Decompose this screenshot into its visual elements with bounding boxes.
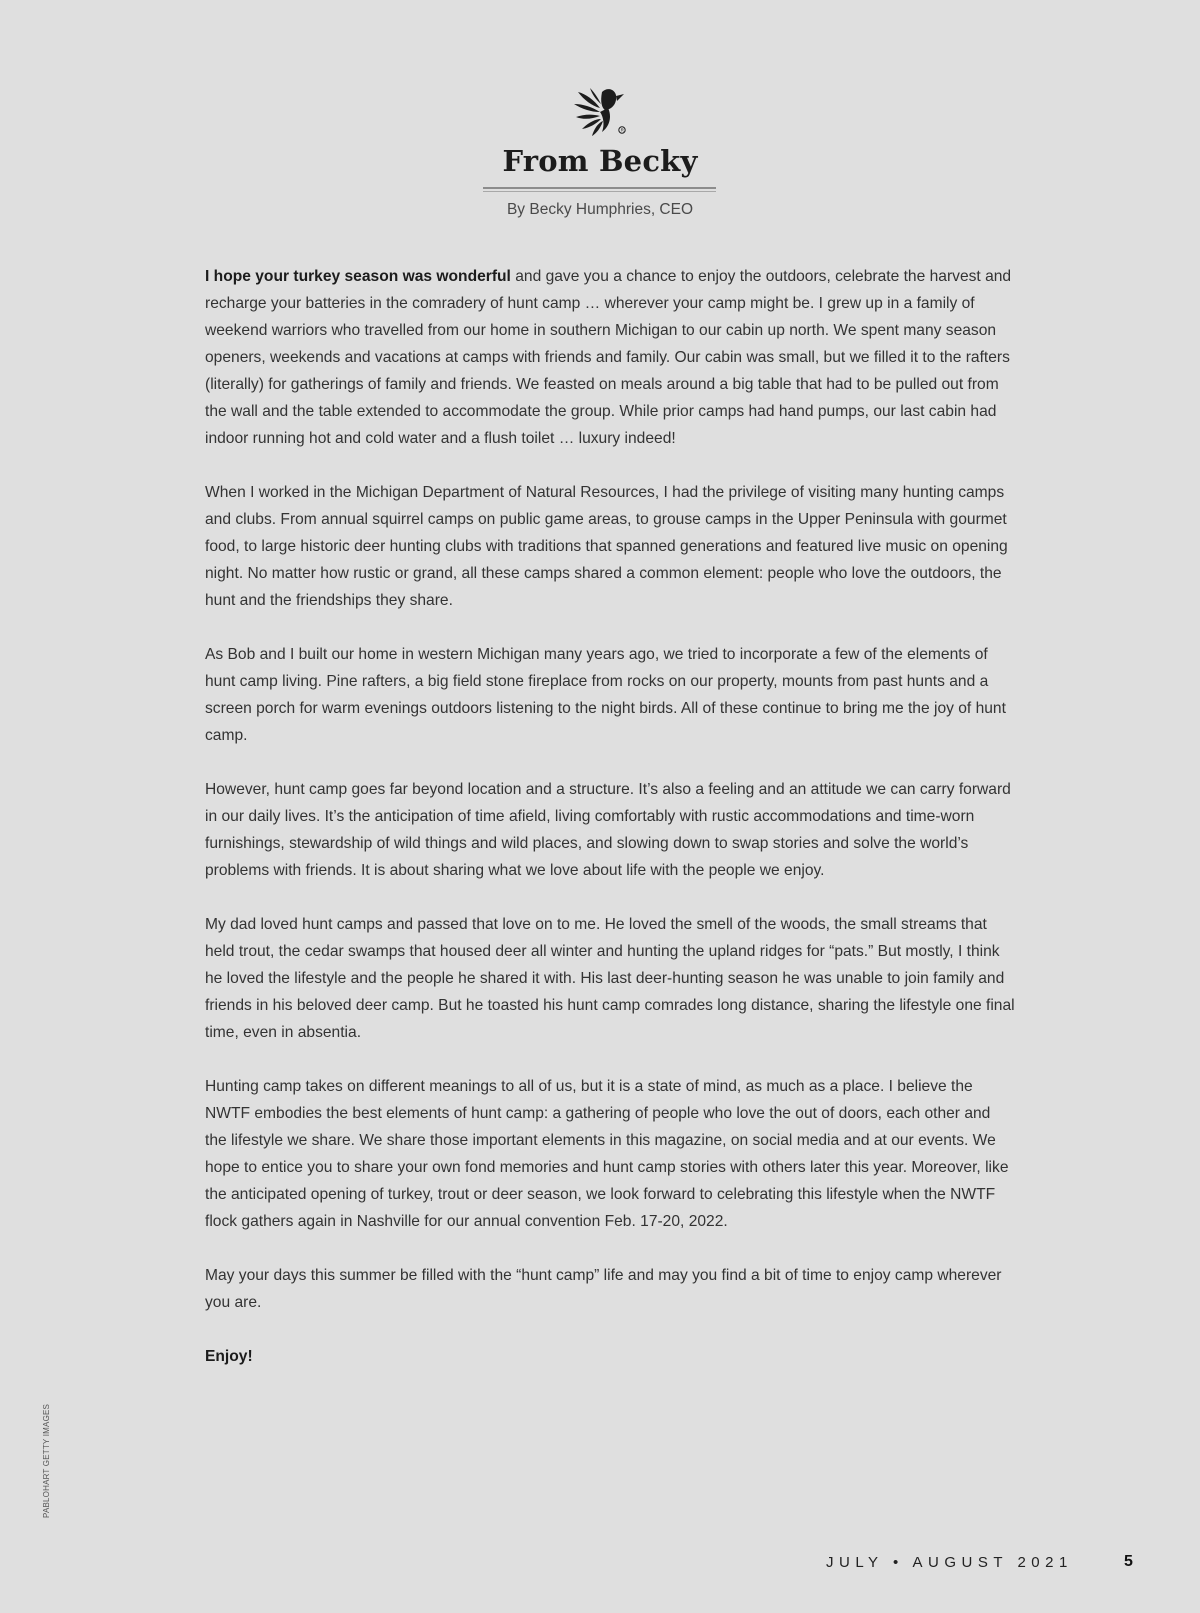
paragraph-1 — [205, 263, 1015, 452]
paragraph-3: As Bob and I built our home in western Michigan many years ago, we tried to incorporate a few of the elements of hunt camp living. Pine rafters, a big field stone fireplace from rocks on our property, mounts from past hunts and a screen porch for warm evenings outdoors listening to the night birds. All of these continue to bring me the joy of hunt camp. — [205, 646, 1006, 744]
paragraph-2: When I worked in the Michigan Department of Natural Resources, I had the privilege of visiting many hunting camps and clubs. From annual squirrel camps on public game areas, to grouse camps in the Upper Peninsula with gourmet food, to large historic deer hunting clubs with traditions that spanned generations and featured live music on opening night. No matter how rustic or grand, all these camps shared a common element: people who love the outdoors, the hunt and the friendships they share. — [205, 484, 1008, 609]
title-underline-thin — [483, 191, 716, 192]
byline: By Becky Humphries, CEO — [506, 201, 694, 218]
paragraph-6: Hunting camp takes on different meanings to all of us, but it is a state of mind, as much as a place. I believe the NWTF embodies the best elements of hunt camp: a gathering of people who love the out of doors, each other and the lifestyle we share. We share those important elements in this magazine, on social media and at our events. We hope to entice you to share your own fond memories and hunt camp stories with others later this year. Moreover, like the anticipated opening of turkey, trout or deer season, we look forward to celebrating this lifestyle when the NWTF flock gathers again in Nashville for our annual convention Feb. 17-20, 2022. — [205, 1078, 1009, 1230]
paragraph-7: May your days this summer be filled with the “hunt camp” life and may you find a bit of time to enjoy camp wherever you are. — [205, 1267, 1002, 1311]
title-underline — [483, 187, 716, 189]
svg-text:R: R — [620, 127, 624, 133]
page-title: From Becky — [502, 144, 698, 178]
paragraph-4: However, hunt camp goes far beyond location and a structure. It’s also a feeling and an attitude we can carry forward in our daily lives. It’s the anticipation of time afield, living comfortably with rustic accommodations and time-worn furnishings, stewardship of wild things and wild places, and slowing down to swap stories and solve the world’s problems with friends. It is about sharing what we love about life with the people we enjoy. — [205, 781, 1011, 879]
paragraph-1-text: and gave you a chance to enjoy the outdoors, celebrate the harvest and recharge your batteries in the comradery of hunt camp … wherever your camp might be. I grew up in a family of weekend warriors who travelled from our home in southern Michigan to our cabin up north. We spent many season openers, weekends and vacations at camps with friends and family. Our cabin was small, but we filled it to the rafters (literally) for gatherings of family and friends. We feasted on meals around a big table that had to be pulled out from the wall and the table extended to accommodate the group. While prior camps had hand pumps, our last cabin had indoor running hot and cold water and a flush toilet … luxury indeed! — [205, 268, 1012, 447]
paragraph-5: My dad loved hunt camps and passed that love on to me. He loved the smell of the woods, the small streams that held trout, the cedar swamps that housed deer all winter and hunting the upland ridges for “pats.” But mostly, I think he loved the lifestyle and the people he shared it with. His last deer-hunting season he was unable to join family and friends in his beloved deer camp. But he toasted his hunt camp comrades long distance, sharing the lifestyle one final time, even in absentia. — [205, 916, 1015, 1041]
lead-in: I hope your turkey season was wonderful — [205, 268, 511, 285]
issue-date: JULY • AUGUST 2021 — [826, 1554, 1073, 1571]
nwtf-turkey-logo-icon — [572, 86, 632, 140]
closing-line: Enjoy! — [205, 1348, 253, 1365]
page-number: 5 — [1124, 1553, 1133, 1570]
photo-credit: PABLOHART GETTY IMAGES — [42, 1403, 51, 1518]
article-body — [205, 263, 1015, 1370]
